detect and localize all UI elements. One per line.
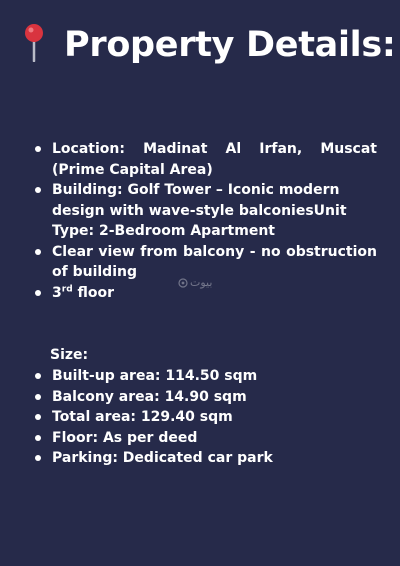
floor-number: 3 [52, 284, 62, 301]
bayut-logo-icon [178, 278, 188, 288]
floor-suffix: rd [61, 283, 73, 294]
map-pin-icon [22, 22, 46, 62]
list-item-location: Location: Madinat Al Irfan, Muscat (Prime Capital Area) [32, 139, 377, 180]
watermark [178, 276, 212, 289]
list-item-view: Clear view from balcony - no obstruction of building [32, 242, 377, 283]
size-heading: Size: [50, 347, 89, 363]
floor-label: floor [77, 284, 115, 301]
list-item-floor: Floor: As per deed [32, 428, 377, 449]
list-item-balcony-area: Balcony area: 14.90 sqm [32, 387, 377, 408]
list-item-builtup-area: Built-up area: 114.50 sqm [32, 366, 377, 387]
size-list [32, 366, 377, 469]
page-title: Property Details: [64, 25, 396, 65]
list-item-building: Building: Golf Tower – Iconic modern design with wave-style balconiesUnit Type: 2-Bedroom Apartment [32, 180, 377, 242]
list-item-total-area: Total area: 129.40 sqm [32, 407, 377, 428]
list-item-parking: Parking: Dedicated car park [32, 448, 377, 469]
header [20, 20, 396, 70]
watermark-text: بيوت [190, 276, 213, 289]
